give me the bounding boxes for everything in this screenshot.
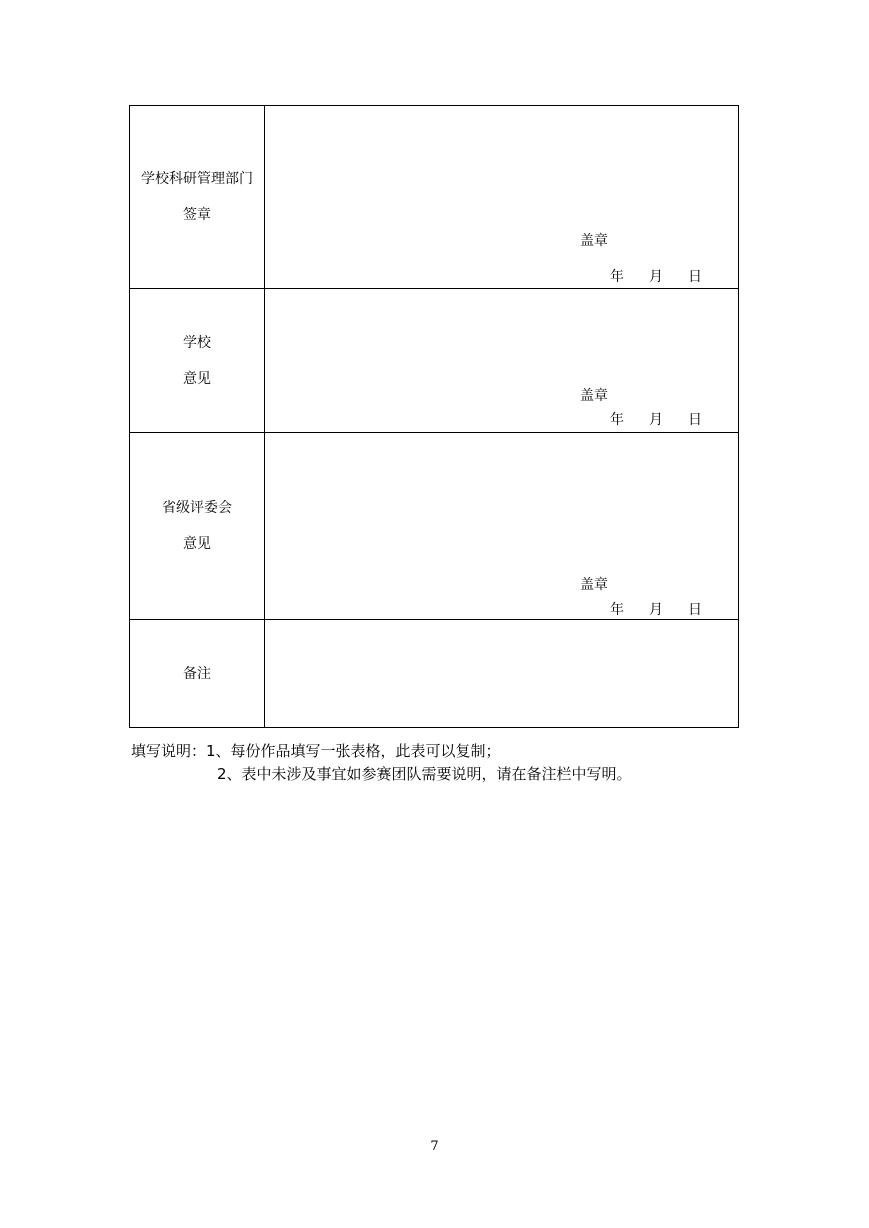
date-year: 年 bbox=[610, 412, 624, 428]
label-line: 学校 bbox=[183, 334, 211, 351]
date-day: 日 bbox=[688, 269, 702, 285]
seal-label: 盖章 bbox=[580, 233, 608, 249]
filling-instructions bbox=[131, 740, 632, 786]
date-month: 月 bbox=[649, 602, 663, 618]
date-year: 年 bbox=[610, 602, 624, 618]
date-month: 月 bbox=[649, 269, 663, 285]
date-month: 月 bbox=[649, 412, 663, 428]
content-cell-remarks[interactable] bbox=[265, 620, 739, 728]
table-row-provincial-committee bbox=[130, 433, 739, 620]
content-cell-provincial-committee[interactable] bbox=[265, 433, 739, 620]
date-line bbox=[610, 409, 727, 429]
row-label-remarks bbox=[130, 620, 265, 728]
seal-label: 盖章 bbox=[580, 388, 608, 404]
date-day: 日 bbox=[688, 602, 702, 618]
row-label-provincial-committee bbox=[130, 433, 265, 620]
label-line: 意见 bbox=[183, 536, 211, 552]
row-label-research-dept bbox=[130, 106, 265, 289]
label-line: 意见 bbox=[183, 370, 211, 387]
content-cell-research-dept[interactable] bbox=[265, 106, 739, 289]
instruction-line-1: 填写说明：1、每份作品填写一张表格，此表可以复制； bbox=[131, 742, 501, 760]
date-line bbox=[610, 599, 727, 619]
page-number: 7 bbox=[430, 1139, 439, 1154]
table-row-school bbox=[130, 289, 739, 433]
content-cell-school[interactable] bbox=[265, 289, 739, 433]
label-line: 备注 bbox=[183, 665, 211, 682]
label-line: 省级评委会 bbox=[162, 500, 232, 516]
date-line bbox=[610, 266, 727, 286]
date-day: 日 bbox=[688, 412, 702, 428]
instruction-line-2: 2、表中未涉及事宜如参赛团队需要说明，请在备注栏中写明。 bbox=[217, 765, 632, 783]
label-line: 学校科研管理部门 bbox=[141, 171, 253, 187]
table-row-research-dept bbox=[130, 106, 739, 289]
row-label-school bbox=[130, 289, 265, 433]
table-row-remarks bbox=[130, 620, 739, 728]
seal-label: 盖章 bbox=[580, 577, 608, 593]
approval-form-table bbox=[129, 105, 739, 728]
date-year: 年 bbox=[610, 269, 624, 285]
label-line: 签章 bbox=[183, 207, 211, 223]
